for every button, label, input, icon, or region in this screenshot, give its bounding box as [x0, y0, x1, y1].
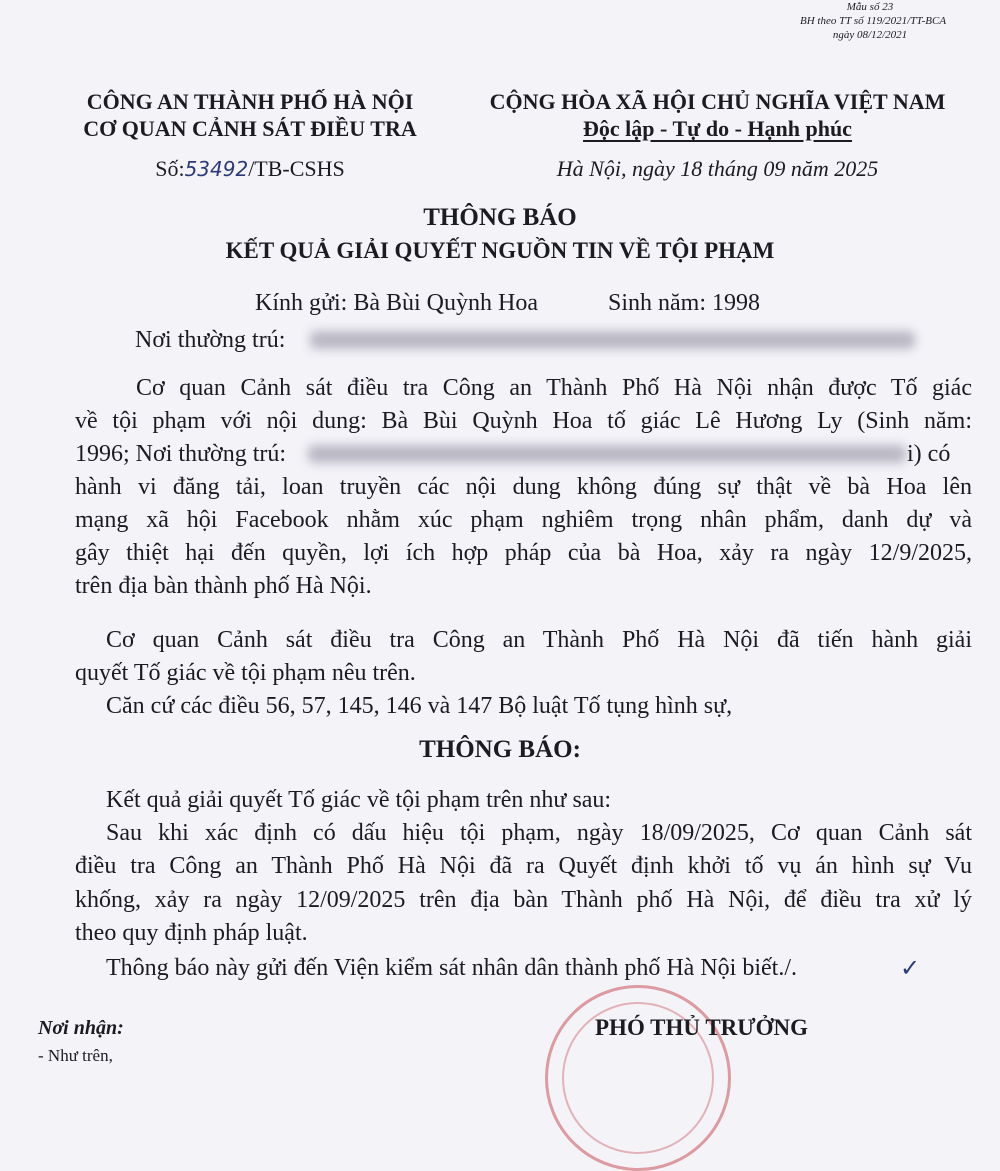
body-line: Cơ quan Cảnh sát điều tra Công an Thành Phố Hà Nội đã tiến hành giải [106, 627, 972, 653]
motto: Độc lập - Tự do - Hạnh phúc [583, 116, 852, 141]
legal-basis: Căn cứ các điều 56, 57, 145, 146 và 147 Bộ luật Tố tụng hình sự, [106, 693, 733, 719]
redacted-address [308, 445, 906, 463]
redacted-address [310, 331, 915, 349]
agency-unit: CƠ QUAN CẢNH SÁT ĐIỀU TRA [83, 116, 417, 141]
recipients-label: Nơi nhận: [38, 1017, 124, 1039]
country-name: CỘNG HÒA XÃ HỘI CHỦ NGHĨA VIỆT NAM [489, 89, 946, 114]
form-date: ngày 08/12/2021 [832, 29, 908, 41]
body-line: quyết Tố giác về tội phạm nêu trên. [75, 660, 416, 686]
body-line: mạng xã hội Facebook nhằm xúc phạm nghiêm trọng nhân phẩm, danh dự và [75, 507, 972, 533]
body-line: theo quy định pháp luật. [75, 920, 308, 946]
body-line: 1996; Nơi thường trú: [75, 441, 287, 467]
body-line: Kết quả giải quyết Tố giác về tội phạm trên như sau: [106, 787, 612, 813]
checkmark-icon: ✓ [900, 954, 921, 982]
number-suffix: /TB-CSHS [248, 156, 345, 181]
recipients-item: - Như trên, [38, 1046, 113, 1065]
body-line: i) có [907, 441, 951, 467]
number-prefix: Số: [155, 156, 185, 181]
body-line: về tội phạm với nội dung: Bà Bùi Quỳnh Hoa tố giác Lê Hương Ly (Sinh năm: [75, 408, 972, 434]
recipient-birth-year: Sinh năm: 1998 [608, 290, 761, 316]
form-regulation: BH theo TT số 119/2021/TT-BCA [800, 15, 947, 27]
form-reference [800, 0, 947, 42]
body-line: Thông báo này gửi đến Viện kiểm sát nhân dân thành phố Hà Nội biết./. [106, 955, 797, 981]
body-line: trên địa bàn thành phố Hà Nội. [75, 573, 372, 599]
handwritten-number: 53492 [184, 157, 249, 181]
body-line: khống, xảy ra ngày 12/09/2025 trên địa bàn Thành phố Hà Nội, để điều tra xử lý [75, 887, 972, 913]
body-line: Sau khi xác định có dấu hiệu tội phạm, ngày 18/09/2025, Cơ quan Cảnh sát [106, 820, 972, 846]
document-subtitle: KẾT QUẢ GIẢI QUYẾT NGUỒN TIN VỀ TỘI PHẠM [225, 238, 775, 263]
recipient: Kính gửi: Bà Bùi Quỳnh Hoa [255, 290, 538, 316]
issue-date: Hà Nội, ngày 18 tháng 09 năm 2025 [556, 156, 879, 181]
body-line: gây thiệt hại đến quyền, lợi ích hợp pháp của bà Hoa, xảy ra ngày 12/9/2025, [75, 540, 972, 566]
body-line: Cơ quan Cảnh sát điều tra Công an Thành Phố Hà Nội nhận được Tố giác [136, 375, 972, 401]
signer-title: PHÓ THỦ TRƯỞNG [595, 1015, 808, 1040]
form-number: Mẫu số 23 [846, 1, 894, 13]
address-label: Nơi thường trú: [135, 327, 286, 353]
document-number [60, 154, 440, 184]
section-heading: THÔNG BÁO: [419, 736, 581, 763]
body-line: hành vi đăng tải, loan truyền các nội dung không đúng sự thật về bà Hoa lên [75, 474, 972, 500]
document-title: THÔNG BÁO [423, 204, 577, 231]
body-line: điều tra Công an Thành Phố Hà Nội đã ra Quyết định khởi tố vụ án hình sự Vu [75, 853, 972, 879]
agency-name: CÔNG AN THÀNH PHỐ HÀ NỘI [86, 89, 414, 114]
